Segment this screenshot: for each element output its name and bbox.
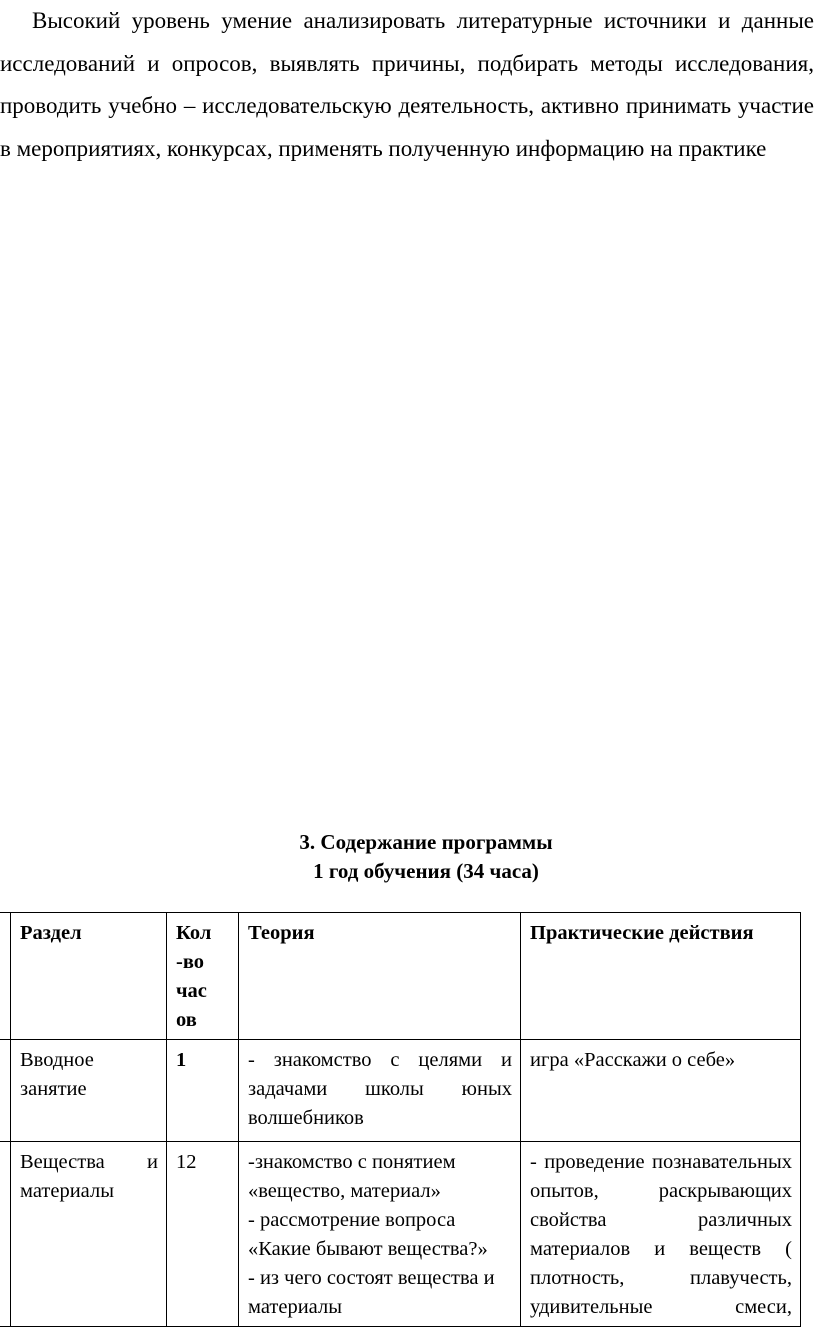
table-row [0, 1040, 801, 1142]
row-practice: игра «Расскажи о себе» [521, 1040, 801, 1142]
header-practice: Практические действия [521, 913, 801, 1040]
theory-item: - рассмотрение вопроса «Какие бывают вещества?» [248, 1209, 488, 1260]
row-theory: - знакомство с целями и задачами школы юных волшебников [239, 1040, 521, 1142]
section-subtitle: 1 год обучения (34 часа) [313, 859, 539, 883]
row-hours: 1 [167, 1040, 239, 1142]
table-row [0, 1142, 801, 1327]
row-practice: - проведение познавательных опытов, раскрывающих свойства различных материалов и веществ ( плотность, плавучесть, удивительные смеси, [521, 1142, 801, 1327]
section-heading [0, 828, 816, 886]
section-title: 3. Содержание программы [299, 830, 553, 854]
row-section: Вводное занятие [11, 1040, 167, 1142]
row-section [11, 1142, 167, 1327]
row-section-line: Вещества и [20, 1151, 158, 1173]
table-header-row [0, 913, 801, 1040]
table-cell-empty [0, 1142, 11, 1327]
table-cell-empty [0, 913, 11, 1040]
row-section-line: материалы [20, 1180, 114, 1202]
header-hours: Кол -во час ов [167, 913, 239, 1040]
theory-item: - из чего состоят вещества и материалы [248, 1267, 495, 1318]
intro-paragraph: Высокий уровень умение анализировать литературные источники и данные исследований и опросов, выявлять причины, подбирать методы исследования, проводить учебно – исследовательскую деятельность, активно принимать участие в мероприятиях, конкурсах, применять полученную информацию на практике [0, 8, 814, 161]
theory-item: -знакомство с понятием «вещество, материал» [248, 1151, 456, 1202]
row-hours: 12 [167, 1142, 239, 1327]
header-section: Раздел [11, 913, 167, 1040]
header-theory: Теория [239, 913, 521, 1040]
table-cell-empty [0, 1040, 11, 1142]
program-table [0, 912, 801, 1327]
row-theory [239, 1142, 521, 1327]
